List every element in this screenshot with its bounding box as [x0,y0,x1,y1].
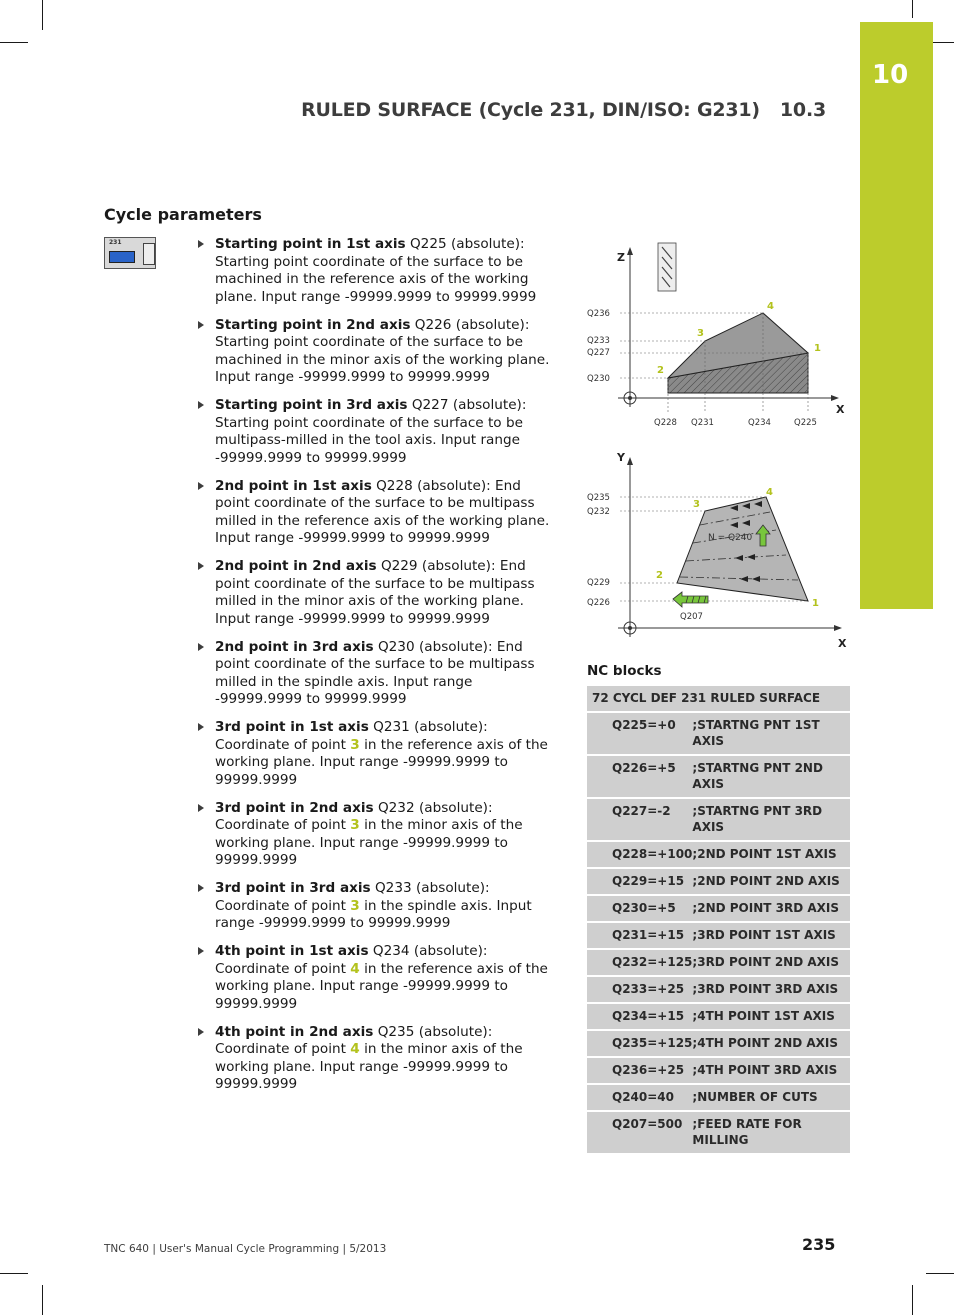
nc-comment: ;3RD POINT 2ND AXIS [692,949,850,976]
nc-comment: ;4TH POINT 2ND AXIS [692,1030,850,1057]
table-row [587,922,850,949]
nc-comment: ;2ND POINT 2ND AXIS [692,868,850,895]
x-axis-arrow [831,395,839,401]
endmill-tool-icon [658,243,676,291]
nc-code: Q228=+100 [587,841,692,868]
section-number: 10.3 [779,99,826,121]
point-3: 3 [693,499,700,510]
crop-mark [912,0,913,18]
nc-comment: ;STARTNG PNT 3RD AXIS [692,798,850,841]
nc-comment: ;4TH POINT 3RD AXIS [692,1057,850,1084]
point-2: 2 [657,365,664,376]
origin-dot [628,626,632,630]
nc-code: Q240=40 [587,1084,692,1111]
param-item: Starting point in 3rd axis Q227 (absolute): Starting point coordinate of the surface to be multipass-milled in the tool axis. Input range -99999.9999 to 99999.9999 [196,397,558,467]
table-row [587,868,850,895]
label-q235: Q235 [587,493,610,503]
table-row [587,1057,850,1084]
nc-code: Q235=+125 [587,1030,692,1057]
label-q228: Q228 [654,418,677,428]
table-row [587,1030,850,1057]
label-q226: Q226 [587,598,610,608]
param-item: Starting point in 2nd axis Q226 (absolute): Starting point coordinate of the surface to be machined in the minor axis of the working plane. Input range -99999.9999 to 99999.9999 [196,317,558,387]
nc-header: 72 CYCL DEF 231 RULED SURFACE [587,686,850,712]
point-2: 2 [656,570,663,581]
point-4: 4 [766,487,773,498]
nc-comment: ;3RD POINT 1ST AXIS [692,922,850,949]
crop-mark [0,1273,28,1274]
param-item: 3rd point in 3rd axis Q233 (absolute): Coordinate of point 3 in the spindle axis. Input range -99999.9999 to 99999.9999 [196,880,558,933]
nc-comment: ;STARTNG PNT 1ST AXIS [692,712,850,755]
origin-dot [628,396,632,400]
nc-code: Q227=-2 [587,798,692,841]
table-header-row [587,686,850,712]
table-row [587,1084,850,1111]
nc-comment: ;STARTNG PNT 2ND AXIS [692,755,850,798]
param-item: 2nd point in 1st axis Q228 (absolute): End point coordinate of the surface to be multipass milled in the reference axis of the working plane. Input range -99999.9999 to 99999.9999 [196,478,558,548]
footer-text: TNC 640 | User's Manual Cycle Programming | 5/2013 [104,1243,387,1255]
icon-tool [143,243,155,265]
z-axis-arrow [627,247,633,255]
nc-code: Q226=+5 [587,755,692,798]
crop-mark [42,1285,43,1315]
nc-comment: ;NUMBER OF CUTS [692,1084,850,1111]
label-q234: Q234 [748,418,771,428]
chapter-number: 10 [872,60,909,90]
label-q236: Q236 [587,309,610,319]
nc-comment: ;2ND POINT 1ST AXIS [692,841,850,868]
nc-code: Q207=500 [587,1111,692,1154]
table-row [587,755,850,798]
parameter-list [196,236,558,1104]
cuts-label: N = Q240 [708,533,753,543]
diagram-xy [580,445,850,655]
nc-code: Q234=+15 [587,1003,692,1030]
param-item: 4th point in 2nd axis Q235 (absolute): Coordinate of point 4 in the minor axis of the working plane. Input range -99999.9999 to 99999.9999 [196,1024,558,1094]
point-1: 1 [814,343,821,354]
table-row [587,895,850,922]
point-3: 3 [697,328,704,339]
nc-code: Q225=+0 [587,712,692,755]
x-axis-arrow [834,625,842,631]
label-q231: Q231 [691,418,714,428]
chapter-tab [860,22,933,609]
nc-code: Q232=+125 [587,949,692,976]
param-item: 2nd point in 3rd axis Q230 (absolute): End point coordinate of the surface to be multipass milled in the spindle axis. Input range -99999.9999 to 99999.9999 [196,639,558,709]
cycle-231-softkey-icon [104,237,156,269]
nc-code: Q230=+5 [587,895,692,922]
feed-tool-icon [673,592,708,607]
nc-blocks-table [587,686,850,1155]
z-axis-label: Z [617,251,625,264]
feed-label: Q207 [680,612,703,622]
nc-comment: ;FEED RATE FOR MILLING [692,1111,850,1154]
crop-mark [926,1273,954,1274]
surface-plan [677,497,808,601]
crop-mark [42,0,43,30]
label-q233: Q233 [587,336,610,346]
nc-comment: ;2ND POINT 3RD AXIS [692,895,850,922]
label-q225: Q225 [794,418,817,428]
param-item: 2nd point in 2nd axis Q229 (absolute): End point coordinate of the surface to be multipass milled in the minor axis of the working plane. Input range -99999.9999 to 99999.9999 [196,558,558,628]
nc-code: Q236=+25 [587,1057,692,1084]
icon-blue-plane [109,251,135,263]
diagram-xz [580,235,850,435]
table-row [587,841,850,868]
param-item: 4th point in 1st axis Q234 (absolute): Coordinate of point 4 in the reference axis of the working plane. Input range -99999.9999 to 99999.9999 [196,943,558,1013]
table-row [587,1111,850,1154]
crop-mark [912,1285,913,1315]
nc-code: Q229=+15 [587,868,692,895]
label-q227: Q227 [587,348,610,358]
table-row [587,798,850,841]
y-axis-arrow [627,457,633,465]
label-q230: Q230 [587,374,610,384]
param-item: 3rd point in 2nd axis Q232 (absolute): Coordinate of point 3 in the minor axis of the working plane. Input range -99999.9999 to 99999.9999 [196,800,558,870]
icon-label: 231 [109,239,122,246]
page-header [0,99,826,121]
param-item: 3rd point in 1st axis Q231 (absolute): Coordinate of point 3 in the reference axis of the working plane. Input range -99999.9999 to 99999.9999 [196,719,558,789]
label-q232: Q232 [587,507,610,517]
page-number: 235 [802,1235,836,1254]
param-item: Starting point in 1st axis Q225 (absolute): Starting point coordinate of the surface to be machined in the reference axis of the working plane. Input range -99999.9999 to 99999.9999 [196,236,558,306]
nc-blocks-title: NC blocks [587,663,662,679]
x-axis-label: X [836,403,845,416]
y-axis-label: Y [617,451,625,464]
table-row [587,712,850,755]
nc-comment: ;3RD POINT 3RD AXIS [692,976,850,1003]
table-row [587,949,850,976]
crop-mark [0,42,28,43]
section-title: Cycle parameters [104,205,262,224]
table-row [587,1003,850,1030]
point-4: 4 [767,301,774,312]
table-row [587,976,850,1003]
nc-code: Q231=+15 [587,922,692,949]
nc-code: Q233=+25 [587,976,692,1003]
point-1: 1 [812,598,819,609]
header-title: RULED SURFACE (Cycle 231, DIN/ISO: G231) [301,99,760,121]
x-axis-label: X [838,637,847,650]
nc-comment: ;4TH POINT 1ST AXIS [692,1003,850,1030]
label-q229: Q229 [587,578,610,588]
